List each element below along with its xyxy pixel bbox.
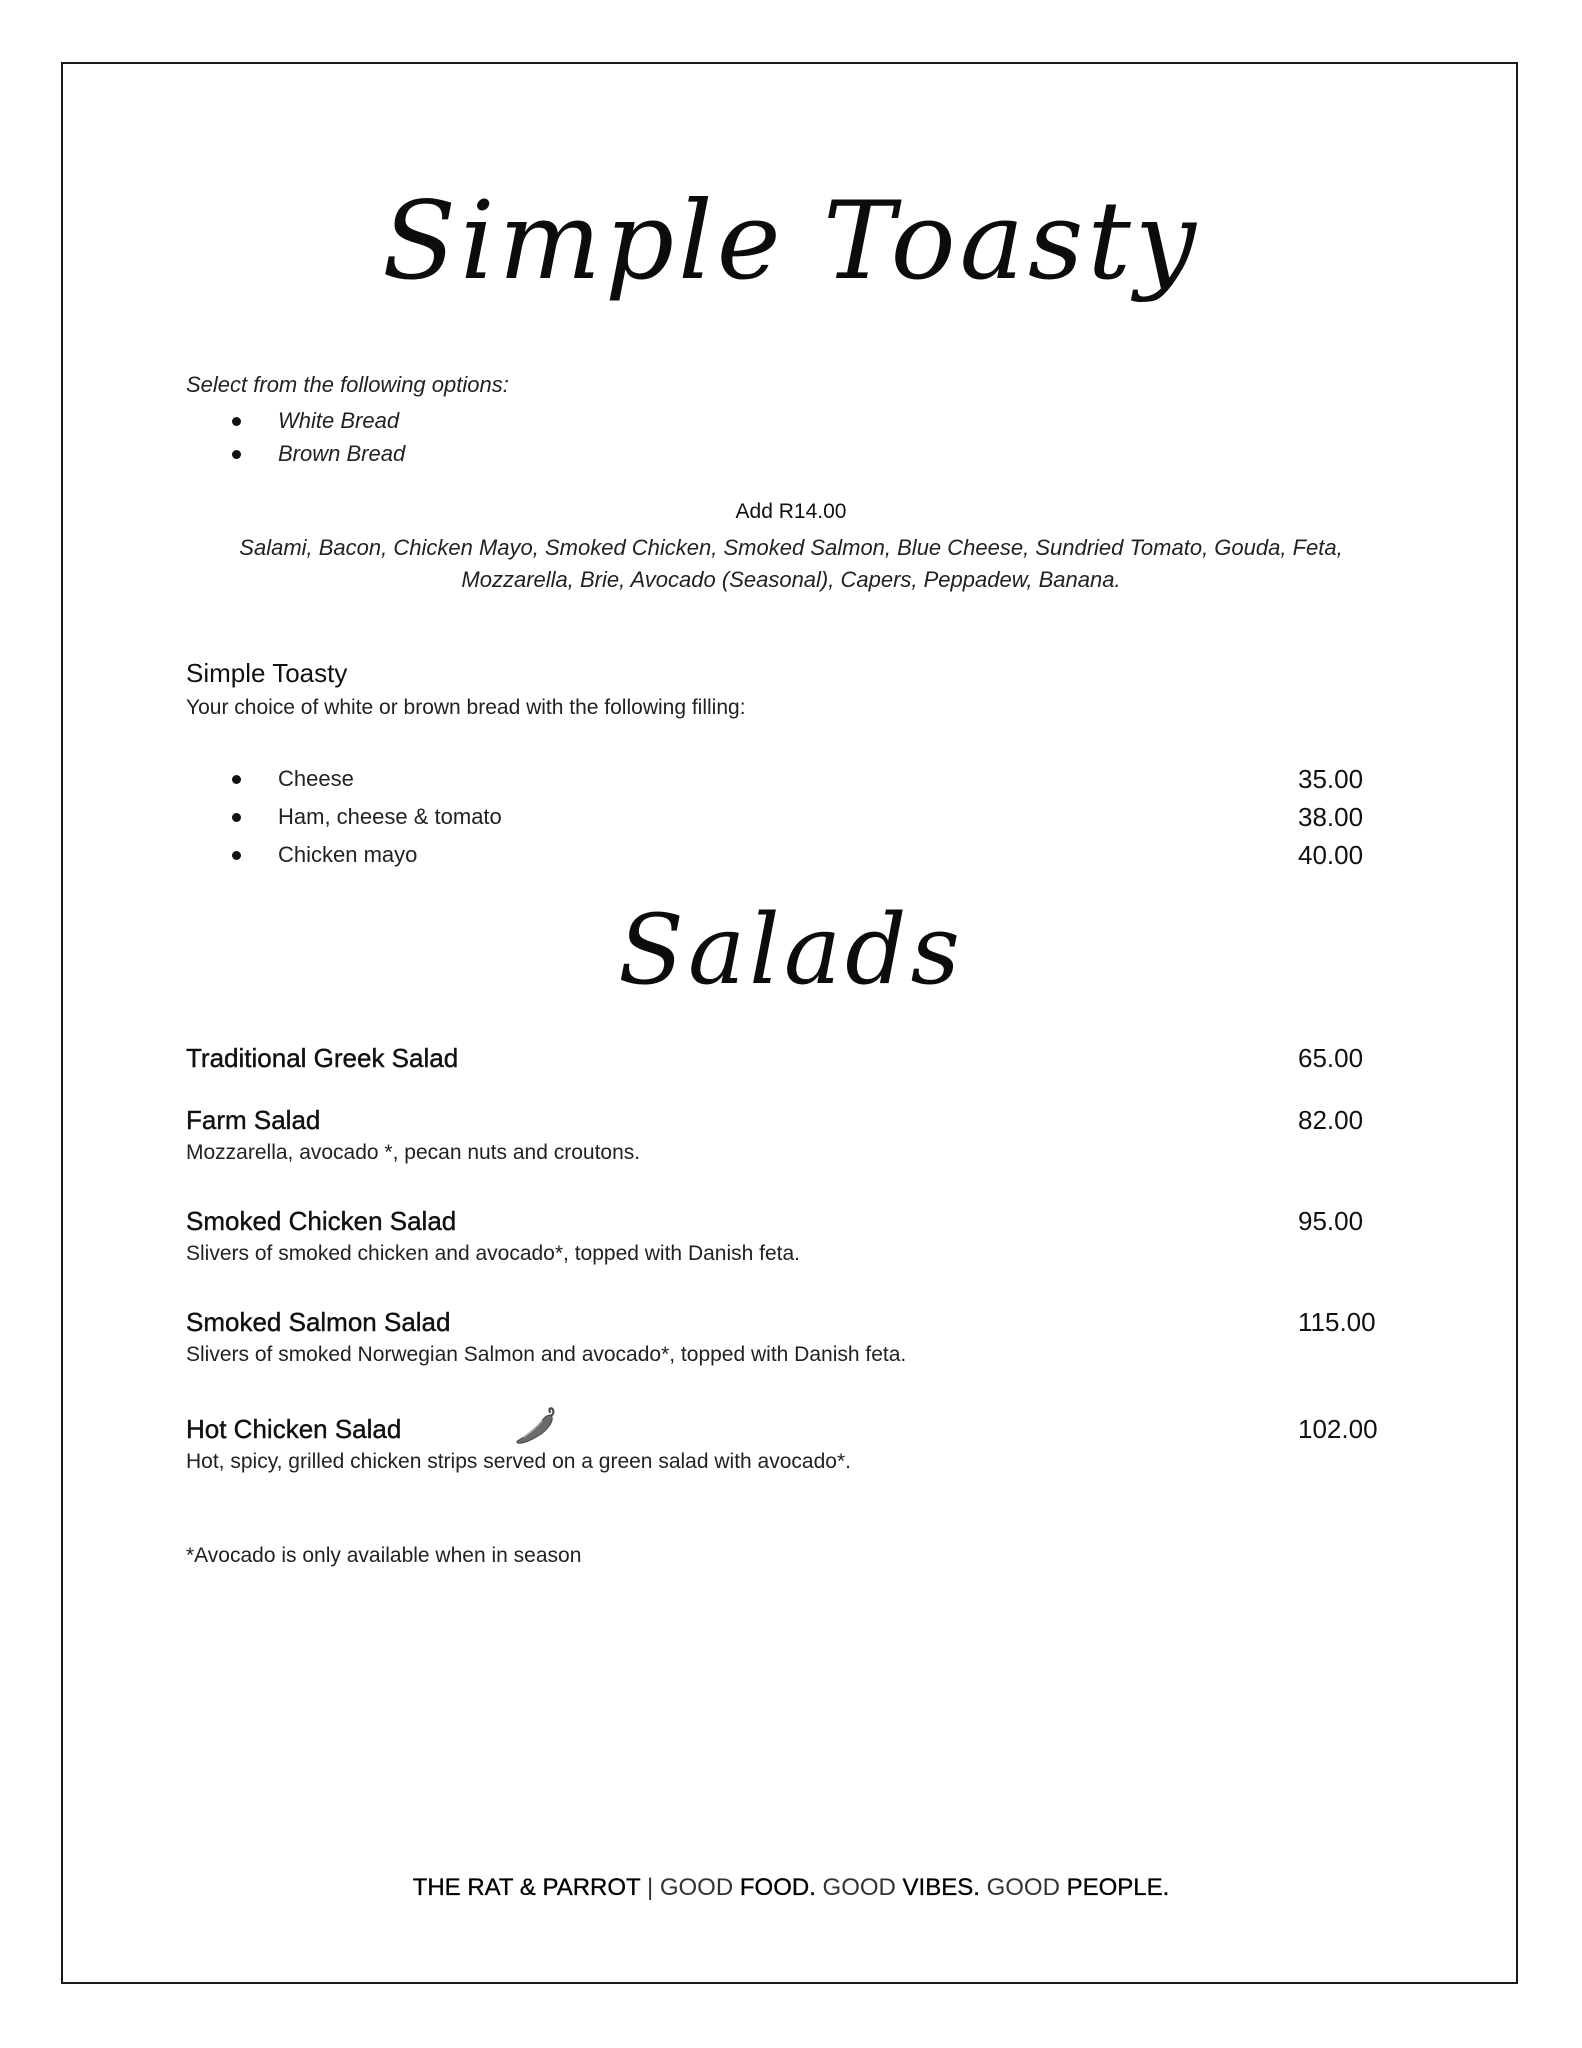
menu-item-price: 65.00 <box>1298 1043 1364 1073</box>
menu-item-desc: Slivers of smoked Norwegian Salmon and avocado*, topped with Danish feta. <box>186 1343 907 1366</box>
bread-options-intro: Select from the following options: <box>186 372 509 397</box>
menu-item-name: Smoked Salmon Salad <box>186 1307 451 1337</box>
footer-tagline <box>0 1874 1582 1902</box>
menu-item-name: Smoked Chicken Salad <box>186 1206 457 1236</box>
filling-name: Chicken mayo <box>278 842 418 867</box>
menu-item-price: 115.00 <box>1298 1307 1376 1337</box>
footer-tag-word: PEOPLE. <box>1066 1874 1170 1901</box>
footer-separator: | <box>646 1874 654 1901</box>
menu-item-price: 95.00 <box>1298 1206 1364 1236</box>
toasty-item-desc: Your choice of white or brown bread with the following filling: <box>186 696 746 719</box>
bullet-icon <box>232 450 241 459</box>
menu-item-price: 102.00 <box>1298 1414 1378 1444</box>
page-border <box>61 62 1518 1984</box>
footer-tag-word: FOOD. <box>739 1874 816 1901</box>
chili-pepper-icon <box>512 1406 558 1446</box>
addon-items: Salami, Bacon, Chicken Mayo, Smoked Chicken, Smoked Salmon, Blue Cheese, Sundried Tomato, Gouda, Feta, Mozzarella, Brie, Avocado (Seasonal), Capers, Peppadew, Banana. <box>239 535 1343 592</box>
toasty-item-name: Simple Toasty <box>186 658 348 688</box>
footer-tag-word: GOOD <box>659 1874 734 1901</box>
bullet-icon <box>232 775 241 784</box>
menu-item-name: Farm Salad <box>186 1105 321 1135</box>
menu-item-name: Hot Chicken Salad <box>186 1414 402 1444</box>
bullet-icon <box>232 851 241 860</box>
menu-item-desc: Hot, spicy, grilled chicken strips served on a green salad with avocado*. <box>186 1450 851 1473</box>
menu-item-price: 82.00 <box>1298 1105 1364 1135</box>
filling-price: 35.00 <box>1298 764 1364 794</box>
addon-heading: Add R14.00 <box>735 500 847 523</box>
bullet-icon <box>232 417 241 426</box>
filling-name: Ham, cheese & tomato <box>278 804 502 829</box>
filling-name: Cheese <box>278 766 354 791</box>
bread-option-label: Brown Bread <box>278 441 406 466</box>
menu-item-desc: Mozzarella, avocado *, pecan nuts and croutons. <box>186 1141 641 1164</box>
footer-tag-word: GOOD <box>986 1874 1060 1901</box>
avocado-footnote: *Avocado is only available when in season <box>186 1544 582 1567</box>
footer-brand: THE RAT & PARROT <box>412 1874 641 1901</box>
filling-price: 40.00 <box>1298 840 1364 870</box>
footer-tag-word: VIBES. <box>902 1874 980 1901</box>
section-title-toasty: Simple Toasty <box>382 179 1200 304</box>
section-title-salads: Salads <box>618 894 964 1006</box>
bullet-icon <box>232 813 241 822</box>
bread-option-label: White Bread <box>278 408 400 433</box>
filling-price: 38.00 <box>1298 802 1364 832</box>
footer-tag-word: GOOD <box>822 1874 896 1901</box>
menu-item-desc: Slivers of smoked chicken and avocado*, topped with Danish feta. <box>186 1242 801 1265</box>
menu-item-name: Traditional Greek Salad <box>186 1043 459 1073</box>
